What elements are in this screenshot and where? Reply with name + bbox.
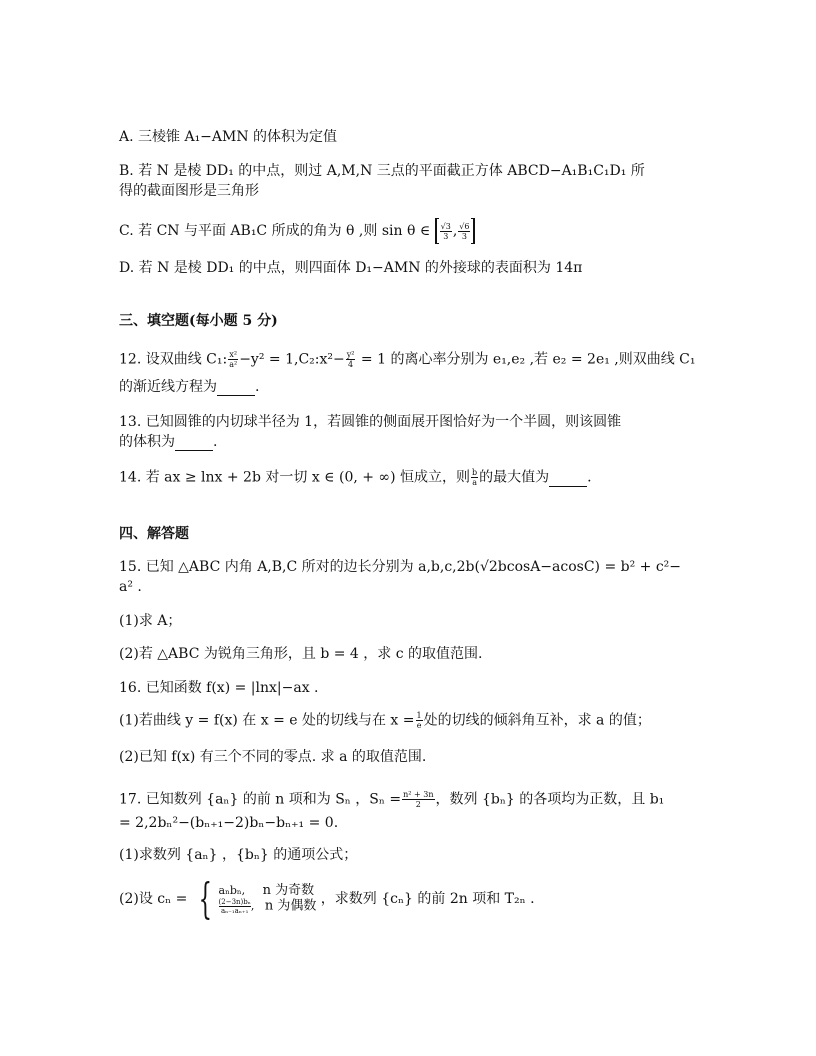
interval-left-bracket	[435, 218, 439, 244]
question-15-line1: 15. 已知 △ABC 内角 A,B,C 所对的边长分别为 a,b,c,2b(√2bcosA−acosC) = b² + c²−	[119, 559, 682, 575]
question-16-part2: (2)已知 f(x) 有三个不同的零点. 求 a 的取值范围.	[119, 749, 427, 765]
q17-fraction: $\frac{\text{n² + 3n}}{2}$	[403, 790, 434, 809]
left-brace: {	[198, 874, 212, 923]
q12-fraction-2: $\frac{\text{y²}}{4}$	[346, 350, 355, 369]
section-4-heading: 四、解答题	[119, 526, 189, 542]
option-b-line2: 得的截面图形是三角形	[119, 183, 259, 199]
question-12-line1: 12. 设双曲线 C₁: $\frac{\text{x²}}{\text{a²}}$ −y² = 1,C₂:x²− $\frac{\text{y²}}{4}$ = 1 的离心率分别为 e₁,e₂ ,若 e₂ = 2e₁ ,则双曲线 C₁	[119, 350, 696, 369]
q12-fraction-1: $\frac{\text{x²}}{\text{a²}}$	[229, 350, 238, 369]
option-c-text: C. 若 CN 与平面 AB₁C 所成的角为 θ ,则 sin θ ∈	[119, 223, 431, 239]
section-3-heading: 三、填空题(每小题 5 分)	[119, 313, 278, 329]
question-17-line2: = 2,2bₙ²−(bₙ₊₁−2)bₙ−bₙ₊₁ = 0.	[119, 815, 339, 831]
question-16-line1: 16. 已知函数 f(x) = |lnx|−ax .	[119, 680, 319, 696]
question-13-line2: 的体积为 .	[119, 434, 218, 450]
interval-right-bracket	[471, 218, 475, 244]
question-16-part1: (1)若曲线 y = f(x) 在 x = e 处的切线与在 x = $\frac{1}{e}$ 处的切线的倾斜角互补，求 a 的值；	[119, 711, 651, 730]
option-a: A. 三棱锥 A₁−AMN 的体积为定值	[119, 129, 338, 145]
answer-blank	[549, 474, 587, 487]
question-15-part1: (1)求 A；	[119, 613, 182, 629]
question-15-line2: a² .	[119, 579, 142, 595]
interval-right-fraction: $\frac{√6}{3}$	[459, 221, 470, 241]
question-13-line1: 13. 已知圆锥的内切球半径为 1，若圆锥的侧面展开图恰好为一个半圆，则该圆锥	[119, 414, 622, 430]
question-17-line1: 17. 已知数列 {aₙ} 的前 n 项和为 Sₙ ，Sₙ = $\frac{\text{n² + 3n}}{2}$ ，数列 {bₙ} 的各项均为正数，且 b₁	[119, 790, 665, 809]
q16-fraction: $\frac{1}{e}$	[416, 711, 422, 730]
option-c: C. 若 CN 与平面 AB₁C 所成的角为 θ ,则 sin θ ∈ $\frac{√3}{3}$ , $\frac{√6}{3}$	[119, 218, 475, 244]
question-12-line2: 的渐近线方程为 .	[119, 379, 260, 395]
piecewise-definition	[192, 876, 317, 922]
option-d: D. 若 N 是棱 DD₁ 的中点，则四面体 D₁−AMN 的外接球的表面积为 14π	[119, 260, 583, 276]
question-15-part2: (2)若 △ABC 为锐角三角形，且 b = 4 ，求 c 的取值范围.	[119, 646, 483, 662]
q14-fraction: $\frac{b}{a}$	[472, 468, 478, 487]
interval-left-fraction: $\frac{√3}{3}$	[440, 221, 451, 241]
piecewise-row-2: $\frac{\text{(2−3n)bₙ}}{\text{aₙ₋₁aₙ₊₁}}$, n 为偶数	[218, 897, 317, 915]
question-17-part2: (2)设 cₙ = { aₙbₙ, n 为奇数 $\frac{\text{(2−3n)bₙ}}{\text{aₙ₋₁aₙ₊₁}}$, n 为偶数 ，求数列 {cₙ} 的前 2n 项和 T₂ₙ .	[119, 874, 535, 923]
option-b-line1: B. 若 N 是棱 DD₁ 的中点，则过 A,M,N 三点的平面截正方体 ABCD−A₁B₁C₁D₁ 所	[119, 163, 645, 179]
piecewise-row-1: aₙbₙ, n 为奇数	[218, 882, 315, 898]
answer-blank	[175, 438, 213, 451]
question-17-part1: (1)求数列 {aₙ} ，{bₙ} 的通项公式；	[119, 847, 358, 863]
question-14: 14. 若 ax ≥ lnx + 2b 对一切 x ∈ (0, + ∞) 恒成立，则 $\frac{b}{a}$ 的最大值为 .	[119, 468, 592, 487]
answer-blank	[217, 383, 255, 396]
